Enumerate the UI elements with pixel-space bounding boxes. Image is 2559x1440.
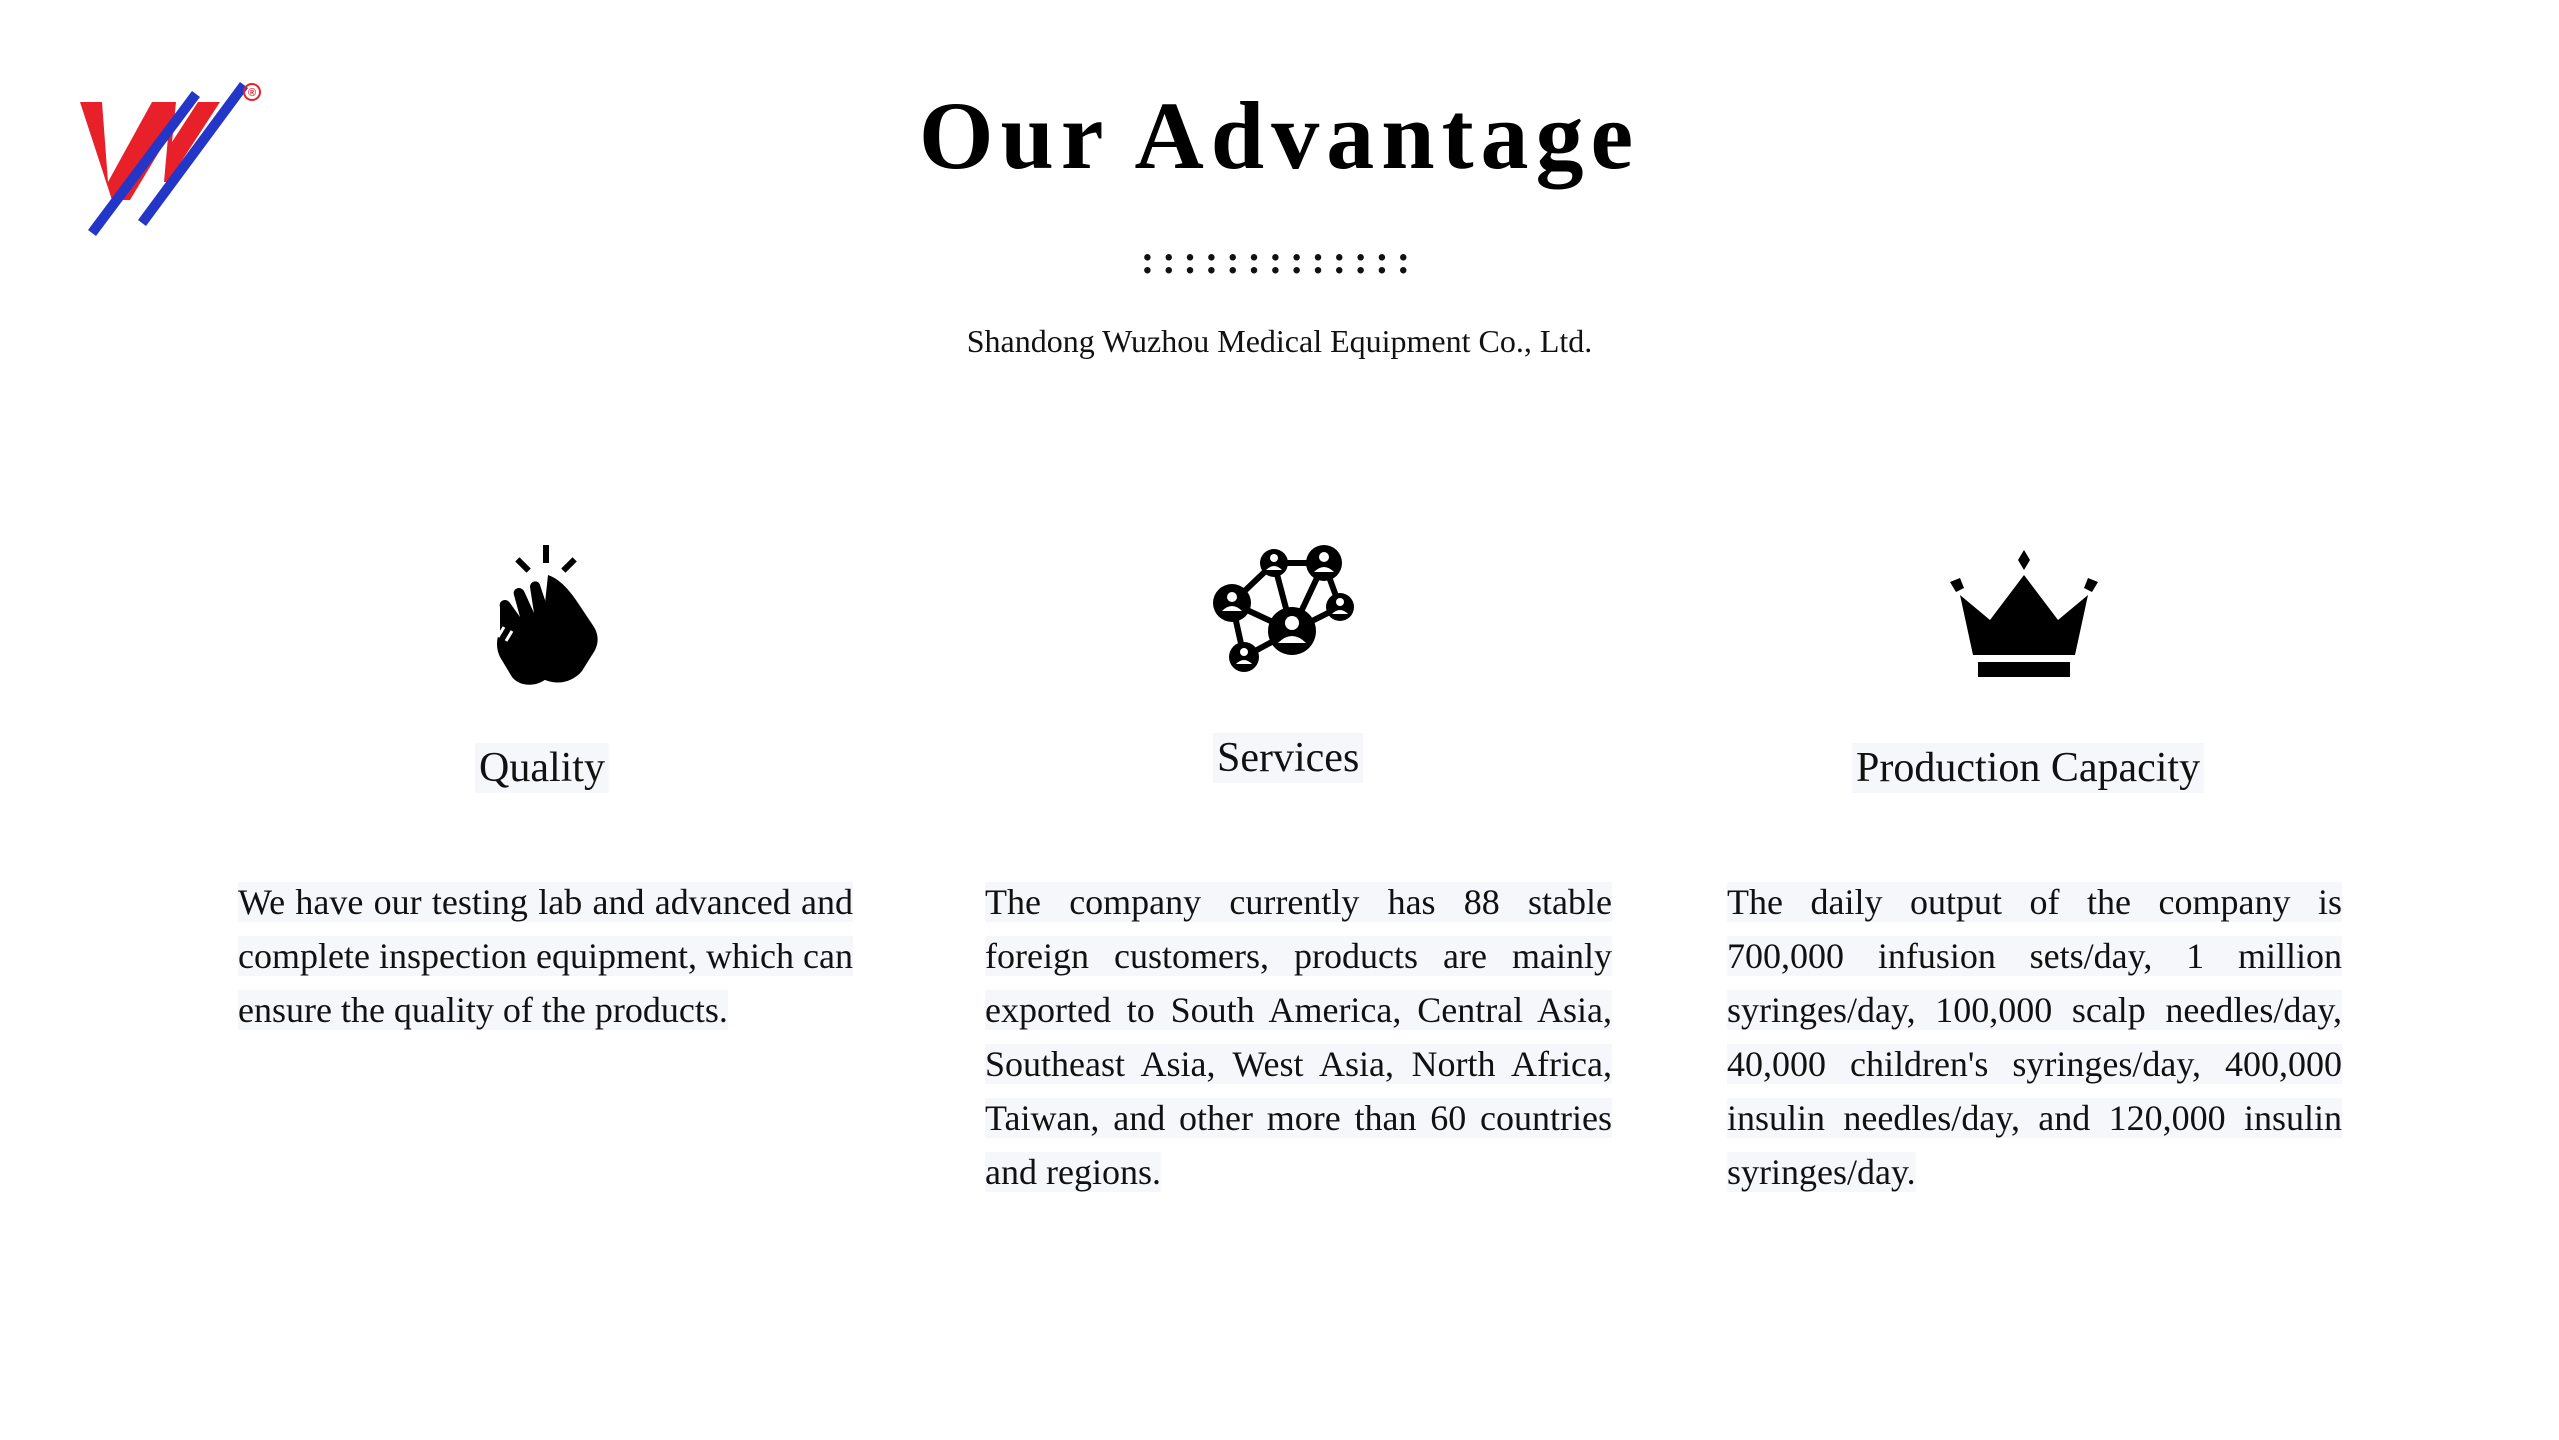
clapping-hands-icon bbox=[490, 545, 605, 690]
feature-title-services: Services bbox=[1213, 733, 1363, 783]
registered-mark: ® bbox=[247, 87, 257, 99]
feature-title-production-capacity: Production Capacity bbox=[1852, 743, 2204, 793]
network-people-icon bbox=[1212, 545, 1360, 679]
feature-title-quality: Quality bbox=[475, 743, 609, 793]
title-divider: ::::::::::::: bbox=[1140, 237, 1419, 282]
feature-text-production-capacity: The daily output of the company is 700,000 infusion sets/day, 1 million syringes/day, 100,000 scalp needles/day, 40,000 children's syringes/day, 400,000 insulin needles/day, and 120,000 insulin syringes/day. bbox=[1727, 882, 2342, 1192]
page-title: Our Advantage bbox=[918, 82, 1641, 189]
feature-text-quality: We have our testing lab and advanced and complete inspection equipment, which can ensure the quality of the products. bbox=[238, 882, 853, 1030]
feature-text-services: The company currently has 88 stable foreign customers, products are mainly exported to South America, Central Asia, Southeast Asia, West Asia, North Africa, Taiwan, and other more than 60 countries and regions. bbox=[985, 882, 1612, 1192]
company-name: Shandong Wuzhou Medical Equipment Co., Ltd. bbox=[966, 323, 1593, 359]
crown-icon bbox=[1950, 550, 2098, 680]
